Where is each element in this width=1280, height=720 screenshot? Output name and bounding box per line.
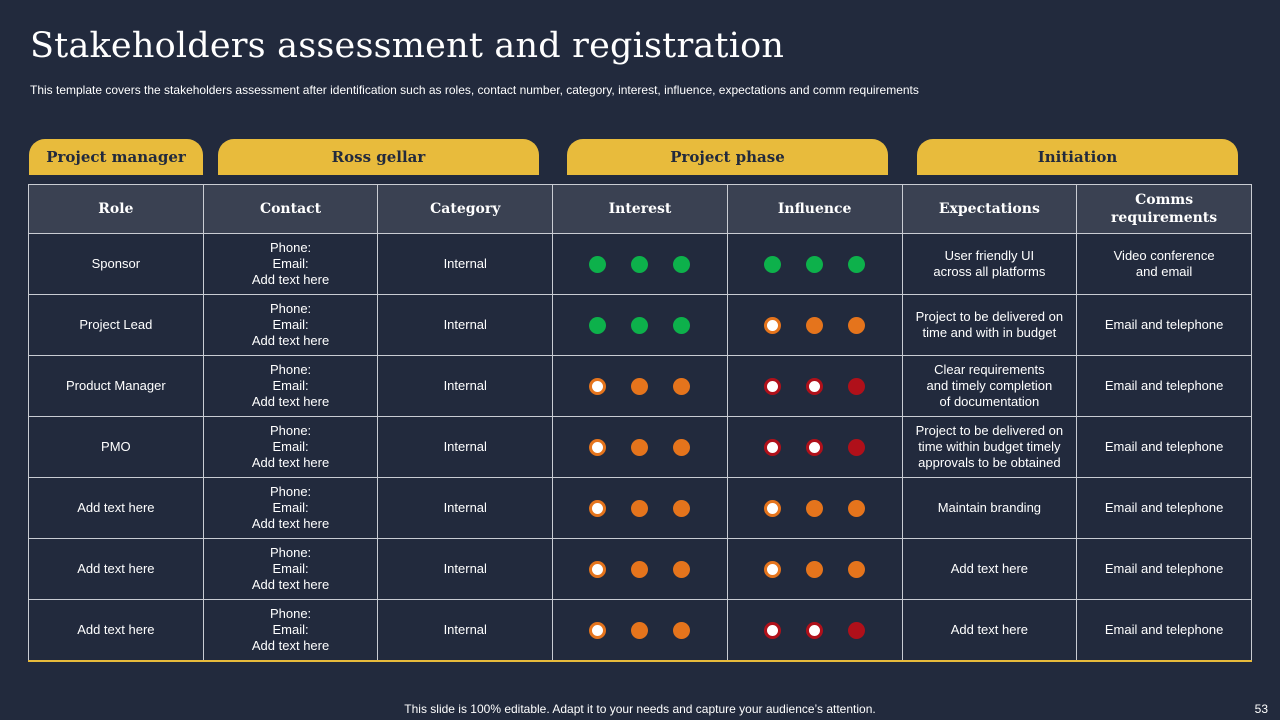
cell-category	[378, 600, 553, 662]
red-ring-dot-icon	[806, 439, 823, 456]
orange-dot-icon	[631, 561, 648, 578]
cell-comms	[1077, 539, 1252, 600]
cell-comms-line: Email and telephone	[1104, 439, 1224, 454]
table-row	[29, 478, 1252, 539]
tab-project-manager: Project manager	[29, 139, 203, 175]
cell-expectations-line: time within budget timely	[918, 439, 1061, 454]
cell-expectations-line: Project to be delivered on	[915, 423, 1064, 438]
cell-category	[378, 539, 553, 600]
cell-contact-line: Email:	[272, 317, 309, 332]
cell-role	[29, 478, 204, 539]
cell-influence-indicators	[734, 561, 896, 578]
cell-contact	[203, 478, 378, 539]
cell-category	[378, 417, 553, 478]
cell-role-text: Add text here	[77, 500, 155, 515]
page-title: Stakeholders assessment and registration	[30, 26, 785, 66]
red-ring-dot-icon	[764, 622, 781, 639]
cell-influence-indicators	[734, 500, 896, 517]
cell-interest-indicators	[559, 561, 721, 578]
red-dot-icon	[848, 378, 865, 395]
cell-role	[29, 234, 204, 295]
cell-influence-indicators	[734, 378, 896, 395]
orange-dot-icon	[631, 500, 648, 517]
cell-contact-line: Add text here	[251, 333, 330, 348]
header-interest: Interest	[553, 185, 728, 234]
green-dot-icon	[806, 256, 823, 273]
red-ring-dot-icon	[806, 622, 823, 639]
cell-expectations	[902, 478, 1077, 539]
orange-dot-icon	[848, 561, 865, 578]
page-number: 53	[1254, 702, 1268, 716]
cell-expectations-line: Maintain branding	[937, 500, 1042, 515]
cell-role-text: PMO	[101, 439, 131, 454]
cell-contact-line: Add text here	[251, 638, 330, 653]
green-dot-icon	[673, 317, 690, 334]
tab-project-phase: Project phase	[567, 139, 888, 175]
cell-influence	[727, 356, 902, 417]
cell-category-text: Internal	[443, 439, 487, 454]
cell-contact-line: Add text here	[251, 455, 330, 470]
cell-interest-indicators	[559, 317, 721, 334]
stakeholder-table	[28, 184, 1252, 662]
cell-contact	[203, 234, 378, 295]
cell-role-text: Add text here	[77, 561, 155, 576]
red-ring-dot-icon	[764, 378, 781, 395]
cell-expectations-line: User friendly UI	[944, 248, 1035, 263]
orange-dot-icon	[806, 500, 823, 517]
orange-dot-icon	[673, 622, 690, 639]
cell-interest	[553, 417, 728, 478]
cell-interest-indicators	[559, 622, 721, 639]
cell-expectations-line: Clear requirements	[934, 362, 1045, 377]
cell-contact-line: Phone:	[269, 362, 312, 377]
red-ring-dot-icon	[806, 378, 823, 395]
cell-comms	[1077, 295, 1252, 356]
cell-interest	[553, 234, 728, 295]
table-row	[29, 600, 1252, 662]
cell-expectations-line: Add text here	[950, 561, 1029, 576]
cell-contact	[203, 417, 378, 478]
cell-category	[378, 234, 553, 295]
cell-contact-line: Phone:	[269, 301, 312, 316]
cell-interest-indicators	[559, 378, 721, 395]
cell-contact-line: Phone:	[269, 606, 312, 621]
cell-contact-line: Phone:	[269, 240, 312, 255]
cell-comms-line: and email	[1135, 264, 1193, 279]
cell-contact-line: Add text here	[251, 394, 330, 409]
cell-contact	[203, 356, 378, 417]
cell-contact-line: Email:	[272, 500, 309, 515]
red-ring-dot-icon	[764, 439, 781, 456]
cell-contact-line: Email:	[272, 561, 309, 576]
cell-role	[29, 539, 204, 600]
cell-category-text: Internal	[443, 500, 487, 515]
cell-role	[29, 417, 204, 478]
cell-category-text: Internal	[443, 378, 487, 393]
table-row	[29, 417, 1252, 478]
cell-contact-line: Email:	[272, 378, 309, 393]
cell-expectations	[902, 234, 1077, 295]
cell-contact-line: Phone:	[269, 484, 312, 499]
orange-ring-dot-icon	[589, 439, 606, 456]
cell-interest	[553, 478, 728, 539]
green-dot-icon	[848, 256, 865, 273]
header-category: Category	[378, 185, 553, 234]
cell-interest-indicators	[559, 500, 721, 517]
orange-ring-dot-icon	[589, 622, 606, 639]
cell-influence-indicators	[734, 317, 896, 334]
orange-dot-icon	[673, 500, 690, 517]
table-row	[29, 356, 1252, 417]
cell-comms-line: Email and telephone	[1104, 622, 1224, 637]
cell-influence	[727, 600, 902, 662]
cell-interest	[553, 356, 728, 417]
tab-ross-gellar: Ross gellar	[218, 139, 539, 175]
header-expectations: Expectations	[902, 185, 1077, 234]
orange-dot-icon	[631, 622, 648, 639]
cell-role-text: Project Lead	[79, 317, 153, 332]
cell-expectations	[902, 356, 1077, 417]
green-dot-icon	[764, 256, 781, 273]
cell-contact-line: Phone:	[269, 545, 312, 560]
cell-comms	[1077, 356, 1252, 417]
cell-contact-line: Add text here	[251, 577, 330, 592]
orange-dot-icon	[806, 317, 823, 334]
cell-category-text: Internal	[443, 256, 487, 271]
header-role: Role	[29, 185, 204, 234]
cell-expectations-line: and timely completion	[926, 378, 1053, 393]
cell-comms	[1077, 478, 1252, 539]
orange-ring-dot-icon	[589, 561, 606, 578]
cell-contact-line: Email:	[272, 439, 309, 454]
orange-dot-icon	[848, 500, 865, 517]
orange-ring-dot-icon	[764, 561, 781, 578]
table-row	[29, 539, 1252, 600]
cell-influence	[727, 478, 902, 539]
cell-comms	[1077, 417, 1252, 478]
cell-comms-line: Video conference	[1113, 248, 1215, 263]
cell-role	[29, 295, 204, 356]
cell-influence	[727, 295, 902, 356]
cell-role	[29, 600, 204, 662]
orange-ring-dot-icon	[589, 500, 606, 517]
cell-influence	[727, 539, 902, 600]
cell-contact-line: Add text here	[251, 272, 330, 287]
cell-influence	[727, 234, 902, 295]
orange-ring-dot-icon	[764, 500, 781, 517]
cell-interest-indicators	[559, 439, 721, 456]
cell-influence-indicators	[734, 622, 896, 639]
cell-role-text: Product Manager	[65, 378, 166, 393]
cell-category-text: Internal	[443, 561, 487, 576]
cell-role	[29, 356, 204, 417]
orange-dot-icon	[806, 561, 823, 578]
cell-expectations-line: time and with in budget	[922, 325, 1057, 340]
red-dot-icon	[848, 439, 865, 456]
cell-expectations	[902, 295, 1077, 356]
cell-expectations	[902, 600, 1077, 662]
cell-category	[378, 356, 553, 417]
cell-comms-line: Email and telephone	[1104, 500, 1224, 515]
cell-comms-line: Email and telephone	[1104, 317, 1224, 332]
cell-interest	[553, 600, 728, 662]
green-dot-icon	[589, 317, 606, 334]
cell-interest-indicators	[559, 256, 721, 273]
cell-expectations	[902, 417, 1077, 478]
tab-initiation: Initiation	[917, 139, 1238, 175]
orange-ring-dot-icon	[764, 317, 781, 334]
cell-expectations	[902, 539, 1077, 600]
cell-influence-indicators	[734, 256, 896, 273]
table-header-row	[29, 185, 1252, 234]
orange-dot-icon	[673, 439, 690, 456]
cell-comms	[1077, 600, 1252, 662]
cell-contact-line: Email:	[272, 256, 309, 271]
orange-dot-icon	[631, 439, 648, 456]
cell-category	[378, 295, 553, 356]
green-dot-icon	[631, 256, 648, 273]
cell-expectations-line: approvals to be obtained	[918, 455, 1061, 470]
cell-contact	[203, 295, 378, 356]
table-body	[29, 234, 1252, 662]
cell-influence-indicators	[734, 439, 896, 456]
header-comms-requirements: Comms requirements	[1077, 185, 1252, 234]
green-dot-icon	[631, 317, 648, 334]
cell-interest	[553, 295, 728, 356]
cell-expectations-line: across all platforms	[933, 264, 1046, 279]
footer-note: This slide is 100% editable. Adapt it to your needs and capture your audience’s attention.	[404, 702, 876, 716]
table-row	[29, 234, 1252, 295]
cell-role-text: Add text here	[77, 622, 155, 637]
cell-category-text: Internal	[443, 317, 487, 332]
red-dot-icon	[848, 622, 865, 639]
cell-interest	[553, 539, 728, 600]
orange-dot-icon	[673, 378, 690, 395]
page-subtitle: This template covers the stakeholders assessment after identification such as roles, contact number, category, interest, influence, expectations and comm requirements	[30, 83, 919, 97]
cell-category	[378, 478, 553, 539]
cell-contact	[203, 600, 378, 662]
cell-category-text: Internal	[443, 622, 487, 637]
cell-contact	[203, 539, 378, 600]
cell-comms-line: Email and telephone	[1104, 378, 1224, 393]
cell-contact-line: Phone:	[269, 423, 312, 438]
header-influence: Influence	[727, 185, 902, 234]
orange-dot-icon	[673, 561, 690, 578]
cell-expectations-line: of documentation	[939, 394, 1040, 409]
cell-expectations-line: Add text here	[950, 622, 1029, 637]
green-dot-icon	[673, 256, 690, 273]
green-dot-icon	[589, 256, 606, 273]
header-contact: Contact	[203, 185, 378, 234]
cell-contact-line: Email:	[272, 622, 309, 637]
cell-comms-line: Email and telephone	[1104, 561, 1224, 576]
cell-comms	[1077, 234, 1252, 295]
cell-expectations-line: Project to be delivered on	[915, 309, 1064, 324]
cell-role-text: Sponsor	[91, 256, 141, 271]
orange-dot-icon	[848, 317, 865, 334]
cell-contact-line: Add text here	[251, 516, 330, 531]
orange-ring-dot-icon	[589, 378, 606, 395]
table-row	[29, 295, 1252, 356]
orange-dot-icon	[631, 378, 648, 395]
cell-influence	[727, 417, 902, 478]
